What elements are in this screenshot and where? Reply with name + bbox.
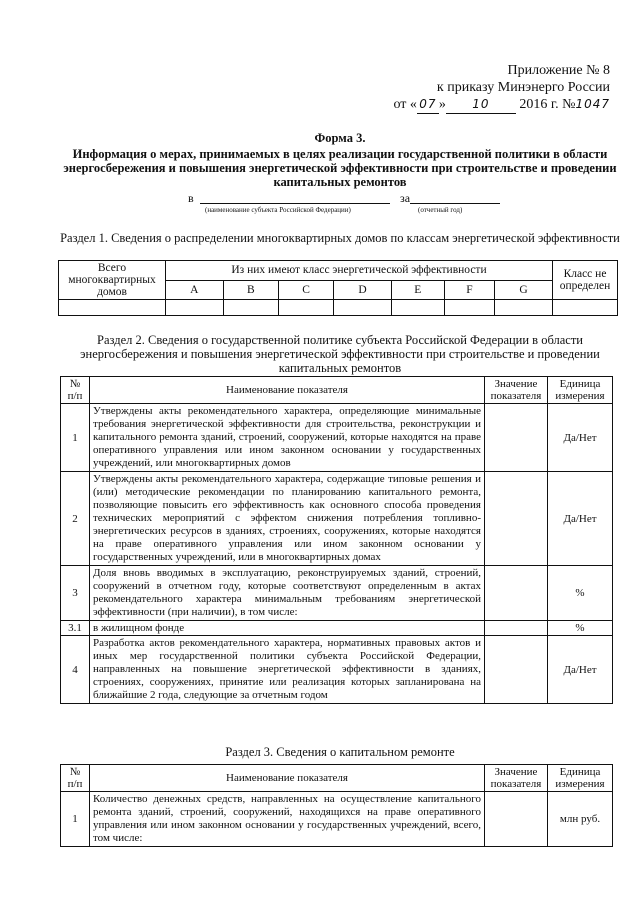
s1-undefined-value[interactable] xyxy=(553,300,618,316)
table-row xyxy=(61,621,613,636)
s2-header-num: № п/п xyxy=(61,377,90,404)
date-month: 10 xyxy=(446,96,516,114)
s2-row-unit: % xyxy=(548,621,613,636)
s1-undefined-header: Класс не определен xyxy=(553,261,618,300)
s3-row-num: 1 xyxy=(61,792,90,847)
section1-title: Раздел 1. Сведения о распределении многоквартирных домов по классам энергетической эффективности xyxy=(60,231,620,245)
section2-title: Раздел 2. Сведения о государственной политике субъекта Российской Федерации в области энергосбережения и повышения энергетической эффективности при строительстве и проведении капитальных ремонтов xyxy=(80,333,600,375)
s1-class-e: Е xyxy=(391,280,444,300)
region-prefix: в xyxy=(188,191,194,205)
table-row xyxy=(61,472,613,566)
region-caption: (наименование субъекта Российской Федерации) xyxy=(205,206,351,214)
s2-row-name: Утверждены акты рекомендательного характера, определяющие минимальные требования энергетической эффективности для строительства, реконструкции и капитального ремонта зданий, строений, сооружений, которые находятся на праве оперативного управления или ином законном основании у государственных учреждений, или многоквартирных домов xyxy=(90,404,485,472)
s2-header-value: Значение показателя xyxy=(485,377,548,404)
section3-table xyxy=(60,764,613,847)
s3-header-value: Значение показателя xyxy=(485,765,548,792)
s1-d-value[interactable] xyxy=(334,300,392,316)
s1-class-g: G xyxy=(495,280,553,300)
s1-a-value[interactable] xyxy=(166,300,224,316)
s2-row-num: 3.1 xyxy=(61,621,90,636)
s3-row-unit: млн руб. xyxy=(548,792,613,847)
s2-row-name: Разработка актов рекомендательного характера, нормативных правовых актов и иных мер государственной политики субъекта Российской Федерации, направленных на повышение энергетической эффективности в зданиях, строениях, сооружениях, принятие или реализация которых запланирована на ближайшие 2 года, следующие за отчетным годом xyxy=(90,636,485,704)
s2-row-name: Утверждены акты рекомендательного характера, содержащие типовые решения и (или) методические рекомендации по планированию капитального ремонта, позволяющие повысить его эффективность как основного способа проведения технических мероприятий с эффектом снижения потребления топливно-энергетических ресурсов в зданиях, строениях, сооружениях, которые находятся на праве оперативного управления или ином законном основании у государственных учреждений, или в многоквартирных домах xyxy=(90,472,485,566)
date-prefix: от « xyxy=(393,97,417,112)
s2-row-num: 4 xyxy=(61,636,90,704)
date-year: 2016 г. № xyxy=(519,97,576,112)
s2-row-unit: Да/Нет xyxy=(548,472,613,566)
date-mid: » xyxy=(438,97,446,112)
s2-row-value[interactable] xyxy=(485,472,548,566)
s1-total-value[interactable] xyxy=(59,300,166,316)
s3-header-num: № п/п xyxy=(61,765,90,792)
s3-header-unit: Единица измерения xyxy=(548,765,613,792)
s1-class-d: D xyxy=(334,280,392,300)
s2-row-value[interactable] xyxy=(485,636,548,704)
s2-row-num: 2 xyxy=(61,472,90,566)
section2-table xyxy=(60,376,613,704)
s1-b-value[interactable] xyxy=(223,300,278,316)
table-row xyxy=(61,636,613,704)
form-heading: Информация о мерах, принимаемых в целях реализации государственной политики в области энергосбережения и повышения энергетической эффективности при строительстве и проведении капитальных ремонтов xyxy=(63,147,617,189)
s1-class-b: В xyxy=(223,280,278,300)
appendix-block xyxy=(380,62,610,114)
s1-c-value[interactable] xyxy=(278,300,333,316)
s3-row-name: Количество денежных средств, направленных на осуществление капитального ремонта зданий, строений, сооружений, находящихся на праве оперативного управления или ином законном основании у государственных учреждений, всего, том числе: xyxy=(90,792,485,847)
section3-title: Раздел 3. Сведения о капитальном ремонте xyxy=(225,745,455,759)
appendix-line1: Приложение № 8 xyxy=(507,63,610,78)
s1-class-a: А xyxy=(166,280,224,300)
appendix-line2: к приказу Минэнерго России xyxy=(436,80,610,95)
form-title: Форма 3. xyxy=(314,131,366,145)
date-day: 07 xyxy=(417,96,439,114)
s1-total-header: Всего многоквартирных домов xyxy=(59,261,166,300)
s1-classes-header: Из них имеют класс энергетической эффективности xyxy=(166,261,553,281)
s1-e-value[interactable] xyxy=(391,300,444,316)
s1-class-c: С xyxy=(278,280,333,300)
s2-row-value[interactable] xyxy=(485,566,548,621)
s2-row-num: 1 xyxy=(61,404,90,472)
s1-class-f: F xyxy=(444,280,494,300)
s2-row-num: 3 xyxy=(61,566,90,621)
s2-row-unit: % xyxy=(548,566,613,621)
s2-row-value[interactable] xyxy=(485,621,548,636)
s1-g-value[interactable] xyxy=(495,300,553,316)
table-row xyxy=(61,566,613,621)
order-number: 1047 xyxy=(575,97,610,111)
s1-f-value[interactable] xyxy=(444,300,494,316)
s2-row-value[interactable] xyxy=(485,404,548,472)
s3-row-value[interactable] xyxy=(485,792,548,847)
appendix-date-line xyxy=(380,96,610,114)
period-field[interactable] xyxy=(410,203,500,204)
s2-header-name: Наименование показателя xyxy=(90,377,485,404)
period-caption: (отчетный год) xyxy=(418,206,463,214)
section1-table xyxy=(58,260,618,316)
s2-row-unit: Да/Нет xyxy=(548,636,613,704)
region-field[interactable] xyxy=(200,203,390,204)
s2-header-unit: Единица измерения xyxy=(548,377,613,404)
table-row xyxy=(61,792,613,847)
s2-row-name: Доля вновь вводимых в эксплуатацию, реконструируемых зданий, строений, сооружений в отчетном году, которые соответствуют определенным в актах рекомендательного характера минимальным требованиям энергетической эффективности (при наличии), в том числе: xyxy=(90,566,485,621)
s2-row-unit: Да/Нет xyxy=(548,404,613,472)
period-prefix: за xyxy=(400,191,411,205)
table-row xyxy=(61,404,613,472)
s2-row-name: в жилищном фонде xyxy=(90,621,485,636)
s3-header-name: Наименование показателя xyxy=(90,765,485,792)
